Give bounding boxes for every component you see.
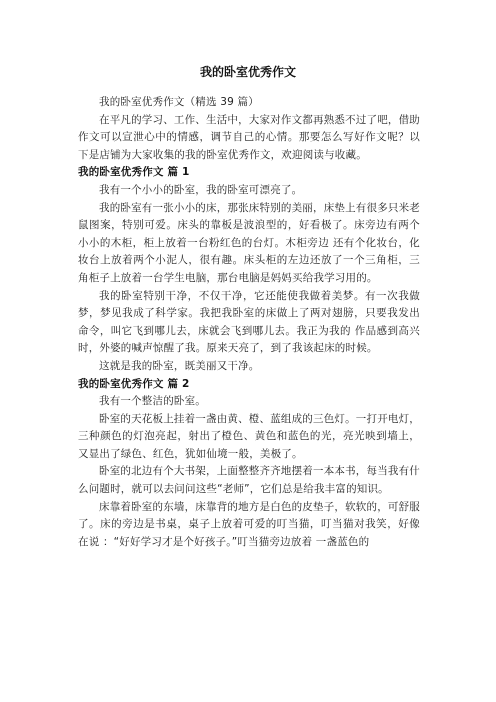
section-2-paragraph-3: 卧室的北边有个大书架，上面整整齐齐地摆着一本本书，每当我有什么问题时，就可以去问问这些“老师”，它们总是给我丰富的知识。 <box>78 465 420 496</box>
document-body <box>78 94 420 551</box>
intro-paragraph: 在平凡的学习、工作、生活中，大家对作文都再熟悉不过了吧，借助作文可以宣泄心中的情感，调节自己的心情。那要怎么写好作文呢？以下是店铺为大家收集的我的卧室优秀作文，欢迎阅读与收藏。 <box>78 113 420 161</box>
section-1-paragraph-1: 我有一个小小的卧室，我的卧室可漂亮了。 <box>99 183 303 196</box>
document-title: 我的卧室优秀作文 <box>199 65 296 79</box>
section-heading-1: 我的卧室优秀作文 篇 1 <box>78 166 190 179</box>
section-1-paragraph-2: 我的卧室有一张小小的床，那张床特别的美丽，床垫上有很多只米老鼠图案，特别可爱。床头的靠板是波浪型的，好看极了。床旁边有两个小小的木柜，柜上放着一台粉红色的台灯。木柜旁边 还有个化妆台，化妆台上放着两个小泥人，很有趣。床头柜的左边还放了一个三角柜，三角柜子上放着一台学生电脑，那台电脑是妈妈买给我学习用的。 <box>78 201 420 284</box>
section-1-paragraph-4: 这就是我的卧室，既美丽又干净。 <box>99 359 260 372</box>
section-2-paragraph-1: 我有一个整洁的卧室。 <box>99 395 206 408</box>
section-2-paragraph-2: 卧室的天花板上挂着一盏由黄、橙、蓝组成的三色灯。一打开电灯，三种颜色的灯泡亮起，射出了橙色、黄色和蓝色的光，亮光映到墙上，又显出了绿色、红色，犹如仙境一般，美极了。 <box>78 412 420 460</box>
intro-subtitle: 我的卧室优秀作文（精选 39 篇） <box>99 96 259 108</box>
section-2-paragraph-4: 床靠着卧室的东墙，床靠背的地方是白色的皮垫子，软软的，可舒服了。床的旁边是书桌，桌子上放着可爱的叮当猫，叮当猫对我笑，好像在说 ：“好好学习才是个好孩子。”叮当猫旁边放着 一盏蓝色的 <box>78 500 420 548</box>
section-1-paragraph-3: 我的卧室特别干净，不仅干净，它还能使我做着美梦。有一次我做梦，梦见我成了科学家。我把我卧室的床做上了两对翅膀，只要我发出命令，叫它飞到哪儿去，床就会飞到哪儿去。我正为我的 作品感到高兴时，外婆的喊声惊醒了我。原来天亮了，到了我该起床的时候。 <box>78 289 420 355</box>
section-heading-2: 我的卧室优秀作文 篇 2 <box>78 377 190 390</box>
